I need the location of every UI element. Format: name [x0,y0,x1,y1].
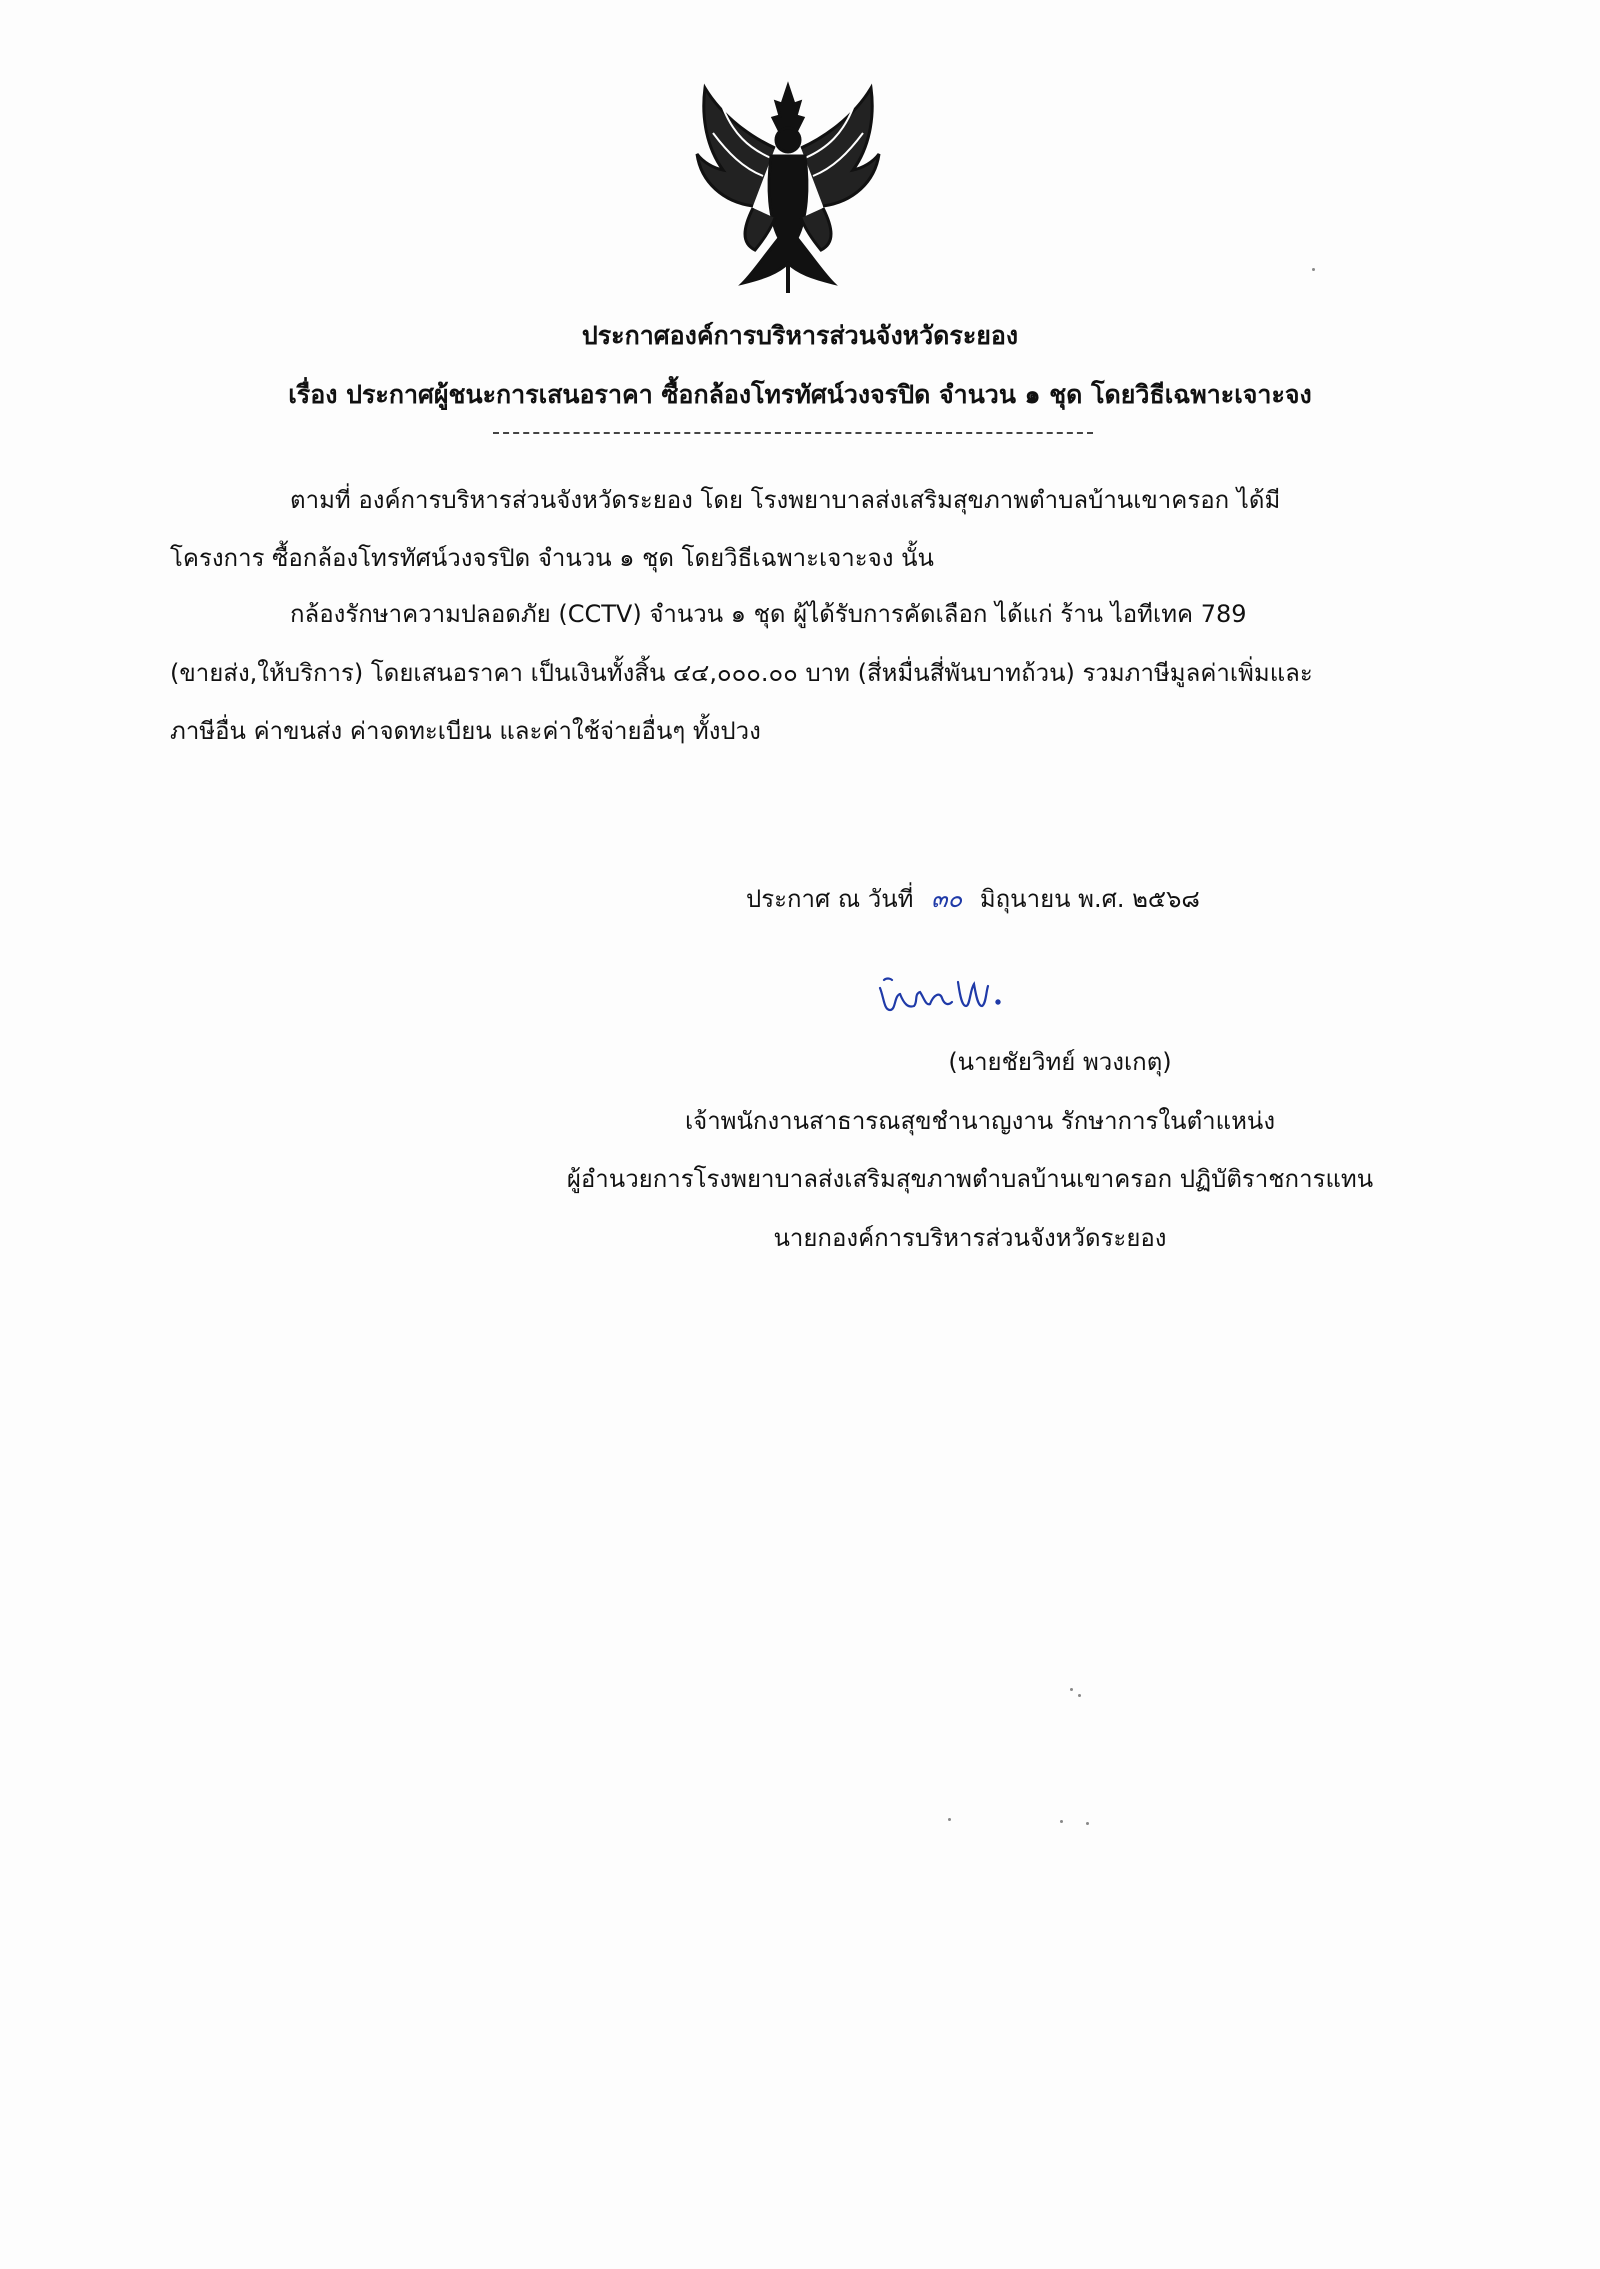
scan-speck [1070,1688,1073,1691]
announcement-date-prefix: ประกาศ ณ วันที่ [746,885,914,913]
document-title-subject: เรื่อง ประกาศผู้ชนะการเสนอราคา ซื้อกล้องโทรทัศน์วงจรปิด จำนวน ๑ ชุด โดยวิธีเฉพาะเจาะจง [288,380,1312,409]
body-line-4: (ขายส่ง,ให้บริการ) โดยเสนอราคา เป็นเงินทั้งสิ้น ๔๔,๐๐๐.๐๐ บาท (สี่หมื่นสี่พันบาทถ้วน) รวมภาษีมูลค่าเพิ่มและ [170,659,1313,687]
announcement-month-year: มิถุนายน พ.ศ. ๒๕๖๘ [979,885,1200,913]
signatory-position-2: ผู้อำนวยการโรงพยาบาลส่งเสริมสุขภาพตำบลบ้านเขาครอก ปฏิบัติราชการแทน [566,1165,1374,1193]
announcement-day: ๓๐ [931,885,963,913]
signatory-position-1: เจ้าพนักงานสาธารณสุขชำนาญงาน รักษาการในตำแหน่ง [684,1107,1276,1135]
scan-speck [1060,1820,1063,1823]
scan-speck [1078,1694,1081,1697]
body-line-3: กล้องรักษาความปลอดภัย (CCTV) จำนวน ๑ ชุด ผู้ได้รับการคัดเลือก ได้แก่ ร้าน ไอทีเทค 789 [290,600,1247,628]
body-line-2: โครงการ ซื้อกล้องโทรทัศน์วงจรปิด จำนวน ๑ ชุด โดยวิธีเฉพาะเจาะจง นั้น [170,544,934,572]
body-line-1: ตามที่ องค์การบริหารส่วนจังหวัดระยอง โดย โรงพยาบาลส่งเสริมสุขภาพตำบลบ้านเขาครอก ได้มี [290,486,1281,514]
document-title-organization: ประกาศองค์การบริหารส่วนจังหวัดระยอง [581,321,1019,350]
signatory-position-3: นายกองค์การบริหารส่วนจังหวัดระยอง [773,1224,1167,1252]
announcement-date [746,879,1200,918]
scan-speck [1312,268,1315,271]
scan-speck [1086,1822,1089,1825]
handwritten-signature-icon [870,968,1020,1028]
garuda-emblem-icon [683,78,893,298]
body-line-5: ภาษีอื่น ค่าขนส่ง ค่าจดทะเบียน และค่าใช้จ่ายอื่นๆ ทั้งปวง [170,717,761,745]
signatory-name: (นายชัยวิทย์ พวงเกตุ) [948,1048,1172,1076]
title-divider [493,432,1093,434]
scan-speck [948,1818,951,1821]
